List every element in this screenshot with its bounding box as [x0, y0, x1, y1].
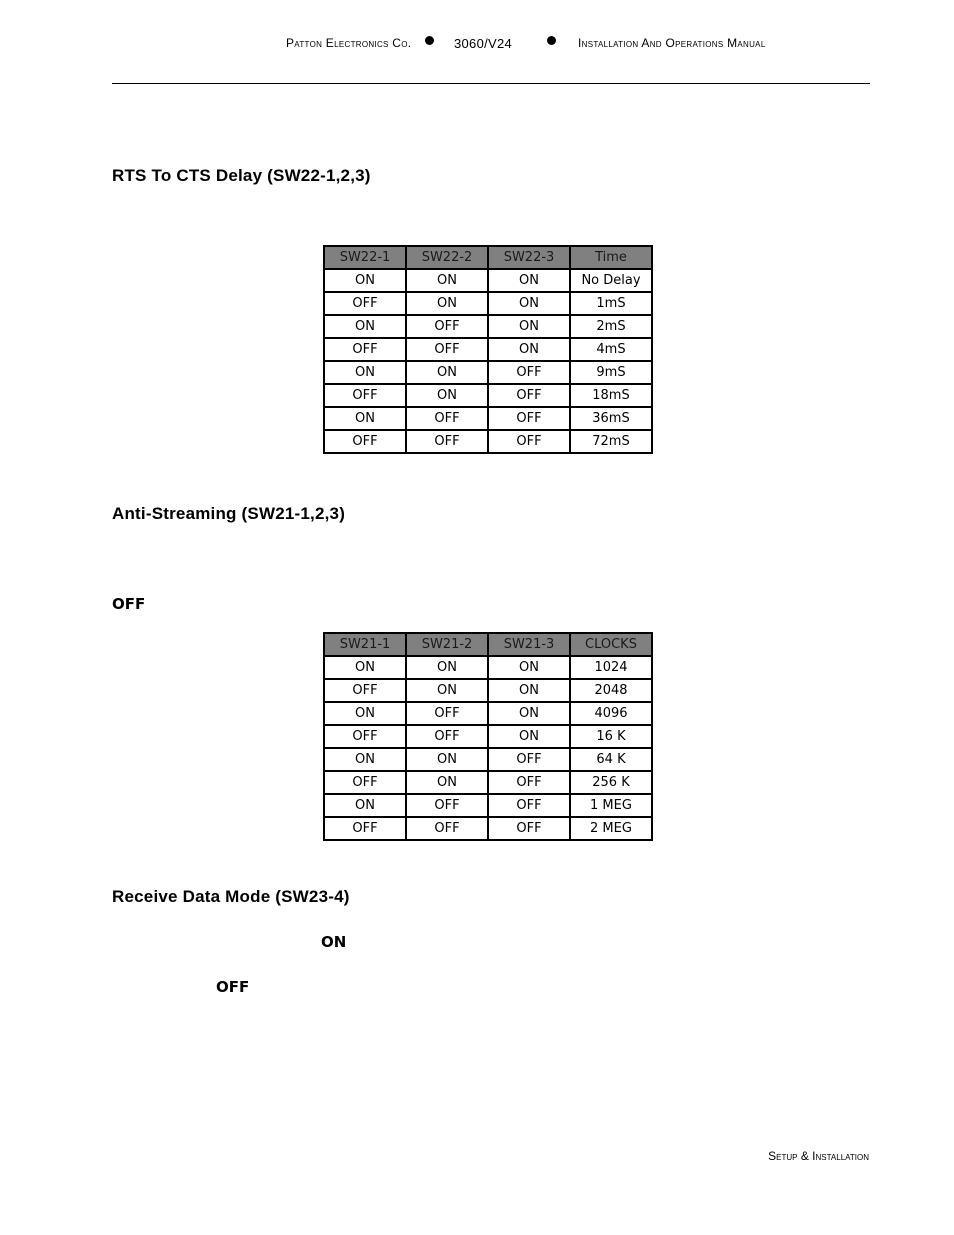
section-title-rts: RTS To CTS Delay (SW22-1,2,3) [112, 166, 371, 185]
anti-streaming-table [323, 632, 653, 841]
table-cell: ON [324, 315, 406, 338]
table-cell: OFF [488, 361, 570, 384]
table-cell: OFF [324, 679, 406, 702]
table-cell: 18mS [570, 384, 652, 407]
rts-delay-table [323, 245, 653, 454]
table-cell: OFF [406, 338, 488, 361]
table-cell: ON [488, 315, 570, 338]
receive-on-label: ON [321, 933, 347, 951]
table-cell: ON [488, 725, 570, 748]
table-cell: 2048 [570, 679, 652, 702]
table-cell: 16 K [570, 725, 652, 748]
table-cell: ON [406, 384, 488, 407]
table-cell: 64 K [570, 748, 652, 771]
table-cell: ON [406, 748, 488, 771]
table-cell: 1 MEG [570, 794, 652, 817]
receive-off-label: OFF [216, 978, 250, 996]
page-footer: Setup & Installation [768, 1149, 869, 1163]
table-cell: OFF [406, 407, 488, 430]
table-cell: ON [324, 794, 406, 817]
table-cell: ON [324, 656, 406, 679]
table-cell: OFF [324, 771, 406, 794]
table-cell: OFF [324, 725, 406, 748]
table-cell: OFF [488, 817, 570, 840]
table-cell: 256 K [570, 771, 652, 794]
table-cell: OFF [406, 817, 488, 840]
table-cell: OFF [324, 338, 406, 361]
table-row [324, 361, 652, 384]
header-model: 3060/V24 [454, 36, 513, 51]
table-row [324, 269, 652, 292]
table-row [324, 315, 652, 338]
column-header: SW22-1 [324, 246, 406, 269]
table-cell: OFF [406, 702, 488, 725]
table-cell: ON [406, 679, 488, 702]
column-header: SW21-3 [488, 633, 570, 656]
table-cell: ON [324, 407, 406, 430]
table-cell: 36mS [570, 407, 652, 430]
table-cell: ON [324, 269, 406, 292]
table-cell: ON [406, 292, 488, 315]
table-cell: 9mS [570, 361, 652, 384]
table-cell: OFF [406, 430, 488, 453]
table-cell: ON [488, 292, 570, 315]
section-title-anti-streaming: Anti-Streaming (SW21-1,2,3) [112, 504, 346, 523]
table-row [324, 748, 652, 771]
column-header: Time [570, 246, 652, 269]
header-company: Patton Electronics Co. [286, 36, 412, 50]
table-cell: ON [488, 656, 570, 679]
table-cell: 1024 [570, 656, 652, 679]
table-cell: ON [324, 361, 406, 384]
table-row [324, 292, 652, 315]
bullet-icon [547, 36, 556, 45]
table-row [324, 702, 652, 725]
section-title-receive-data: Receive Data Mode (SW23-4) [112, 887, 350, 906]
table-cell: 2 MEG [570, 817, 652, 840]
table-cell: 2mS [570, 315, 652, 338]
table-cell: 4096 [570, 702, 652, 725]
table-row [324, 817, 652, 840]
column-header: SW21-1 [324, 633, 406, 656]
table-cell: ON [324, 702, 406, 725]
table-cell: OFF [488, 748, 570, 771]
table-cell: ON [324, 748, 406, 771]
table-row [324, 338, 652, 361]
table-row [324, 794, 652, 817]
table-row [324, 771, 652, 794]
table-cell: No Delay [570, 269, 652, 292]
table-cell: 4mS [570, 338, 652, 361]
table-cell: ON [406, 656, 488, 679]
table-cell: OFF [324, 292, 406, 315]
table-cell: ON [488, 338, 570, 361]
table-cell: OFF [488, 430, 570, 453]
table-row [324, 679, 652, 702]
table-cell: 72mS [570, 430, 652, 453]
table-cell: OFF [488, 384, 570, 407]
table-cell: OFF [488, 407, 570, 430]
table-row [324, 384, 652, 407]
table-header-row [324, 633, 652, 656]
table-cell: OFF [406, 315, 488, 338]
table-cell: OFF [324, 384, 406, 407]
table-cell: OFF [488, 794, 570, 817]
anti-streaming-off-label: OFF [112, 595, 146, 613]
header-manual: Installation And Operations Manual [578, 36, 766, 50]
table-cell: OFF [406, 794, 488, 817]
table-cell: ON [406, 269, 488, 292]
table-header-row [324, 246, 652, 269]
column-header: SW21-2 [406, 633, 488, 656]
table-cell: OFF [406, 725, 488, 748]
table-cell: OFF [324, 817, 406, 840]
table-cell: ON [488, 679, 570, 702]
table-cell: 1mS [570, 292, 652, 315]
table-row [324, 656, 652, 679]
header-rule [112, 83, 870, 84]
table-cell: OFF [324, 430, 406, 453]
table-row [324, 725, 652, 748]
table-cell: ON [488, 702, 570, 725]
table-row [324, 407, 652, 430]
table-cell: ON [406, 771, 488, 794]
table-row [324, 430, 652, 453]
column-header: CLOCKS [570, 633, 652, 656]
column-header: SW22-3 [488, 246, 570, 269]
table-cell: OFF [488, 771, 570, 794]
table-cell: ON [488, 269, 570, 292]
table-cell: ON [406, 361, 488, 384]
column-header: SW22-2 [406, 246, 488, 269]
bullet-icon [425, 36, 434, 45]
